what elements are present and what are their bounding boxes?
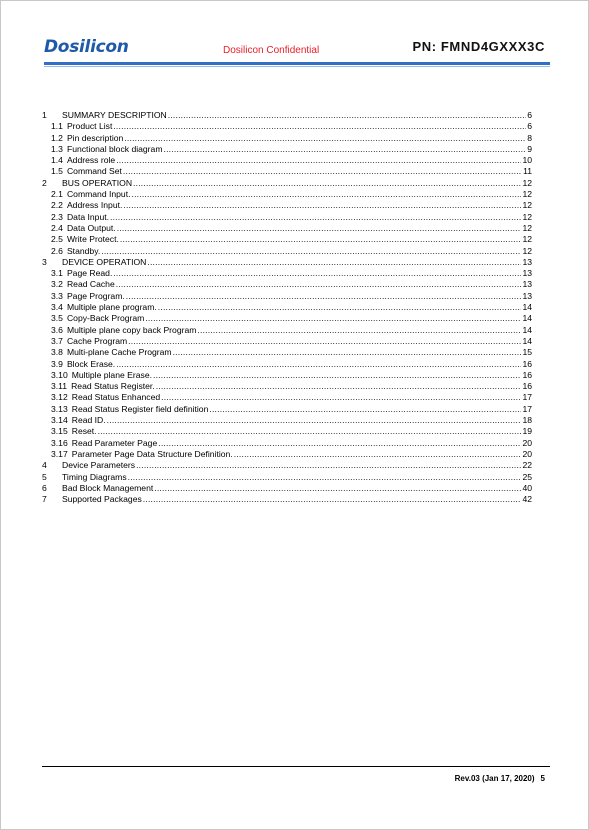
toc-entry-title: Read Status Enhanced	[71, 392, 161, 403]
toc-entry-page: 13	[522, 268, 532, 279]
toc-leader-dots	[107, 415, 522, 426]
toc-leader-dots	[116, 155, 521, 166]
toc-leader-dots	[147, 257, 521, 268]
toc-entry-title: Bad Block Management	[62, 482, 154, 493]
toc-entry[interactable]	[42, 234, 532, 245]
toc-entry[interactable]	[42, 110, 532, 121]
toc-entry[interactable]	[42, 438, 532, 449]
toc-entry-page: 12	[522, 177, 532, 188]
toc-entry-page: 40	[522, 482, 532, 493]
toc-entry-title: Device Parameters	[62, 460, 136, 471]
toc-entry-page: 9	[527, 143, 532, 154]
toc-entry-number: 3.9	[51, 358, 63, 369]
toc-entry-title: BUS OPERATION	[62, 177, 133, 188]
toc-entry-number: 3.14	[51, 415, 68, 426]
toc-entry-number: 3.10	[51, 369, 68, 380]
toc-entry-title: Timing Diagrams	[62, 471, 127, 482]
toc-entry-title: Page Program.	[66, 290, 125, 301]
toc-entry-page: 12	[522, 234, 532, 245]
toc-entry[interactable]	[42, 302, 532, 313]
toc-entry-title: Data Input.	[66, 211, 109, 222]
footer-page-number: 5	[540, 774, 545, 783]
toc-leader-dots	[145, 313, 521, 324]
toc-entry-page: 14	[522, 324, 532, 335]
toc-entry-number: 2.3	[51, 211, 63, 222]
toc-entry-number: 3.12	[51, 392, 68, 403]
toc-entry[interactable]	[42, 483, 532, 494]
header-rule	[44, 62, 550, 65]
toc-leader-dots	[123, 200, 521, 211]
toc-entry[interactable]	[42, 347, 532, 358]
toc-entry-number: 3.2	[51, 279, 63, 290]
toc-entry-number: 7	[42, 494, 47, 505]
toc-leader-dots	[158, 438, 521, 449]
toc-leader-dots	[173, 347, 522, 358]
toc-entry-title: Standby.	[66, 245, 101, 256]
toc-entry-number: 2.6	[51, 245, 63, 256]
toc-entry-number: 3.16	[51, 437, 68, 448]
toc-entry-number: 3	[42, 256, 47, 267]
table-of-contents	[42, 110, 532, 505]
toc-entry-page: 16	[522, 369, 532, 380]
toc-entry[interactable]	[42, 460, 532, 471]
toc-entry-number: 1.1	[51, 121, 63, 132]
toc-entry-page: 20	[522, 448, 532, 459]
toc-entry-number: 1.5	[51, 166, 63, 177]
toc-entry-page: 14	[522, 302, 532, 313]
toc-entry-number: 1.3	[51, 143, 63, 154]
toc-entry-page: 15	[522, 347, 532, 358]
toc-entry-title: Page Read.	[66, 268, 113, 279]
dosilicon-logo: Dosilicon	[44, 37, 129, 57]
toc-entry-title: Reset.	[71, 426, 97, 437]
toc-entry-title: Copy-Back Program	[66, 313, 145, 324]
toc-entry-page: 42	[522, 494, 532, 505]
toc-entry-title: Write Protect.	[66, 234, 119, 245]
toc-entry-title: Address role	[66, 155, 116, 166]
toc-entry-page: 8	[527, 132, 532, 143]
toc-entry[interactable]	[42, 426, 532, 437]
toc-entry[interactable]	[42, 415, 532, 426]
toc-entry[interactable]	[42, 336, 532, 347]
revision-text: Rev.03 (Jan 17, 2020)	[454, 774, 535, 783]
toc-leader-dots	[116, 359, 521, 370]
toc-entry-title: Command Set	[66, 166, 122, 177]
toc-leader-dots	[120, 234, 522, 245]
confidential-label: Dosilicon Confidential	[223, 45, 320, 56]
toc-entry-page: 17	[522, 392, 532, 403]
toc-entry-title: Multiple plane program.	[66, 302, 157, 313]
toc-leader-dots	[123, 166, 522, 177]
toc-leader-dots	[156, 381, 522, 392]
part-number: PN: FMND4GXXX3C	[412, 39, 545, 54]
toc-entry-title: Pin description	[66, 132, 124, 143]
toc-leader-dots	[113, 121, 526, 132]
toc-leader-dots	[234, 449, 522, 460]
toc-entry[interactable]	[42, 257, 532, 268]
toc-entry-title: Read Status Register.	[71, 381, 155, 392]
toc-entry[interactable]	[42, 313, 532, 324]
toc-entry[interactable]	[42, 166, 532, 177]
toc-entry-title: Multi-plane Cache Program	[66, 347, 172, 358]
toc-entry[interactable]	[42, 189, 532, 200]
toc-entry-title: Multiple plane Erase.	[71, 369, 152, 380]
toc-entry-number: 1.4	[51, 155, 63, 166]
toc-leader-dots	[164, 144, 527, 155]
toc-entry[interactable]	[42, 392, 532, 403]
toc-entry[interactable]	[42, 472, 532, 483]
toc-entry[interactable]	[42, 212, 532, 223]
toc-entry-title: Block Erase.	[66, 358, 116, 369]
toc-entry-number: 3.6	[51, 324, 63, 335]
toc-entry-page: 10	[522, 155, 532, 166]
toc-entry-number: 1	[42, 110, 47, 120]
toc-leader-dots	[101, 246, 521, 257]
toc-entry-page: 12	[522, 245, 532, 256]
toc-leader-dots	[110, 212, 521, 223]
toc-leader-dots	[126, 291, 522, 302]
toc-leader-dots	[128, 472, 522, 483]
toc-entry-page: 22	[522, 460, 532, 471]
toc-entry-number: 2.4	[51, 222, 63, 233]
toc-entry-title: SUMMARY DESCRIPTION	[62, 110, 167, 120]
toc-entry-number: 3.11	[51, 381, 68, 392]
toc-entry-page: 14	[522, 313, 532, 324]
toc-entry[interactable]	[42, 291, 532, 302]
toc-leader-dots	[168, 110, 526, 121]
toc-entry-page: 14	[522, 335, 532, 346]
toc-entry-page: 11	[523, 166, 532, 177]
toc-leader-dots	[133, 178, 521, 189]
toc-entry-title: Product List	[66, 121, 113, 132]
toc-entry-number: 2.2	[51, 200, 63, 211]
toc-entry-number: 2.5	[51, 234, 63, 245]
toc-entry-page: 13	[522, 256, 532, 267]
toc-entry[interactable]	[42, 381, 532, 392]
toc-entry-number: 1.2	[51, 132, 63, 143]
toc-entry-title: Address Input.	[66, 200, 123, 211]
toc-entry-page: 13	[522, 279, 532, 290]
toc-entry-page: 17	[522, 403, 532, 414]
toc-entry-number: 3.8	[51, 347, 63, 358]
toc-entry-page: 12	[522, 200, 532, 211]
toc-entry-number: 3.17	[51, 448, 68, 459]
header-rule-light	[44, 66, 550, 67]
toc-entry-number: 3.1	[51, 268, 63, 279]
toc-entry-page: 12	[522, 189, 532, 200]
toc-entry-number: 3.4	[51, 302, 63, 313]
toc-entry-number: 3.3	[51, 290, 63, 301]
toc-entry-page: 6	[527, 110, 532, 120]
toc-entry[interactable]	[42, 325, 532, 336]
toc-entry-page: 16	[522, 381, 532, 392]
toc-leader-dots	[158, 302, 522, 313]
toc-entry[interactable]	[42, 178, 532, 189]
toc-entry-page: 19	[522, 426, 532, 437]
toc-entry-title: Supported Packages	[62, 494, 142, 505]
toc-entry[interactable]	[42, 279, 532, 290]
toc-entry-page: 25	[522, 471, 532, 482]
toc-entry-title: Multiple plane copy back Program	[66, 324, 197, 335]
toc-entry-title: Read Status Register field definition	[71, 403, 209, 414]
toc-leader-dots	[153, 370, 521, 381]
toc-entry-title: Parameter Page Data Structure Definition.	[71, 448, 233, 459]
toc-entry[interactable]	[42, 200, 532, 211]
toc-entry-number: 4	[42, 460, 47, 471]
toc-entry-title: Read ID.	[71, 415, 106, 426]
toc-leader-dots	[154, 483, 521, 494]
toc-entry-number: 3.15	[51, 426, 68, 437]
toc-leader-dots	[209, 404, 521, 415]
toc-entry[interactable]	[42, 144, 532, 155]
toc-entry-title: Read Cache	[66, 279, 115, 290]
toc-entry-page: 12	[522, 211, 532, 222]
toc-entry[interactable]	[42, 155, 532, 166]
footer-rule	[42, 766, 550, 767]
toc-entry[interactable]	[42, 370, 532, 381]
toc-entry[interactable]	[42, 223, 532, 234]
toc-leader-dots	[131, 189, 521, 200]
toc-leader-dots	[128, 336, 521, 347]
toc-leader-dots	[197, 325, 521, 336]
toc-entry-number: 2	[42, 177, 47, 188]
toc-entry-number: 3.13	[51, 403, 68, 414]
toc-leader-dots	[136, 460, 521, 471]
footer	[455, 774, 545, 783]
toc-entry-title: DEVICE OPERATION	[62, 256, 147, 267]
toc-entry-number: 5	[42, 471, 47, 482]
toc-entry-page: 12	[522, 222, 532, 233]
toc-entry[interactable]	[42, 121, 532, 132]
toc-leader-dots	[161, 392, 521, 403]
toc-entry-page: 20	[522, 437, 532, 448]
toc-leader-dots	[143, 494, 522, 505]
toc-entry-page: 13	[522, 290, 532, 301]
toc-leader-dots	[98, 426, 522, 437]
toc-entry[interactable]	[42, 246, 532, 257]
toc-entry-title: Functional block diagram	[66, 143, 163, 154]
toc-entry[interactable]	[42, 268, 532, 279]
toc-entry-number: 3.5	[51, 313, 63, 324]
toc-entry[interactable]	[42, 133, 532, 144]
toc-entry-number: 2.1	[51, 189, 63, 200]
toc-leader-dots	[116, 279, 522, 290]
toc-entry-number: 6	[42, 482, 47, 493]
toc-leader-dots	[117, 223, 522, 234]
toc-entry-title: Data Output.	[66, 222, 116, 233]
toc-entry-page: 6	[527, 121, 532, 132]
toc-entry-number: 3.7	[51, 335, 63, 346]
toc-leader-dots	[124, 133, 526, 144]
toc-entry[interactable]	[42, 359, 532, 370]
toc-entry-title: Command Input.	[66, 189, 131, 200]
toc-entry-page: 16	[522, 358, 532, 369]
toc-entry-title: Read Parameter Page	[71, 437, 158, 448]
toc-entry-title: Cache Program	[66, 335, 128, 346]
toc-entry-page: 18	[522, 415, 532, 426]
toc-entry[interactable]	[42, 494, 532, 505]
toc-entry[interactable]	[42, 449, 532, 460]
toc-leader-dots	[113, 268, 521, 279]
toc-entry[interactable]	[42, 404, 532, 415]
